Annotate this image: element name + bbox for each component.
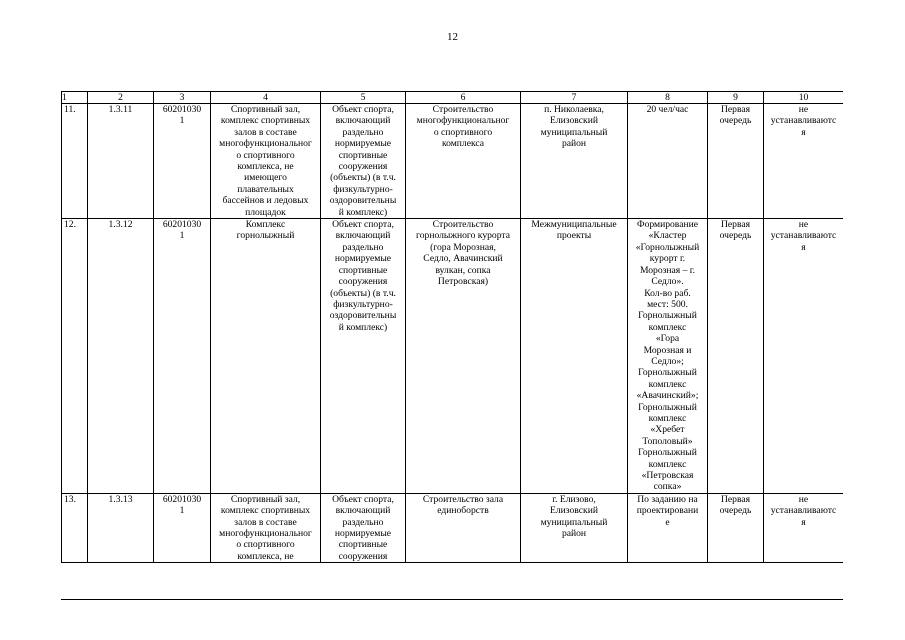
- cell-text-line: «Гора: [655, 333, 680, 345]
- cell-text-line: не: [798, 493, 809, 505]
- cell-text-line: сопка»: [653, 481, 682, 493]
- zones-cell: [764, 493, 844, 562]
- cell-text-line: Первая: [720, 104, 751, 115]
- cell-text-line: Строительство: [432, 104, 494, 115]
- cell-text-line: комплекс: [648, 412, 687, 424]
- cell-text-line: многофункциональног: [219, 528, 312, 540]
- cell-text-line: Формирование: [636, 219, 698, 231]
- cell-text-line: многофункциональног: [416, 115, 510, 127]
- cell-text-line: горнолыжного курорта: [416, 230, 510, 242]
- cell-text-line: Петровская): [437, 276, 489, 288]
- page-number: 12: [447, 31, 458, 43]
- cell-text-line: физкультурно-: [333, 183, 393, 195]
- cell-text-line: оздоровительны: [329, 310, 397, 322]
- zones-cell: [764, 104, 844, 219]
- cell-text-line: очередь: [719, 230, 752, 242]
- table-row: [62, 493, 844, 562]
- cell-text-line: Кол-во раб.: [644, 287, 691, 299]
- cell-text-line: о спортивного: [236, 149, 295, 161]
- cell-text-line: комплекса, не: [237, 550, 294, 562]
- column-number: 5: [321, 92, 406, 104]
- column-number: 4: [211, 92, 321, 104]
- purpose-cell: [406, 219, 521, 494]
- cell-text-line: Первая: [720, 219, 751, 231]
- cell-text-line: Межмуниципальные: [531, 219, 617, 231]
- planning-table: [61, 91, 843, 563]
- priority-cell: [708, 219, 764, 494]
- column-number: 7: [521, 92, 628, 104]
- table-row: [62, 219, 844, 494]
- object-id-cell: [154, 104, 211, 219]
- cell-text-line: «Хребет: [650, 424, 685, 436]
- cell-text-line: проекты: [556, 230, 592, 242]
- cell-text-line: нормируемые: [334, 253, 392, 265]
- cell-text-line: сооружения: [338, 550, 388, 562]
- cell-text-line: раздельно: [342, 126, 384, 138]
- cell-text-line: проектировани: [636, 505, 699, 517]
- row-number-cell: 11.: [62, 104, 88, 219]
- column-number: 2: [88, 92, 154, 104]
- cell-text-line: «Горнолыжный: [635, 241, 700, 253]
- planning-table-container: [61, 91, 843, 600]
- cell-text-line: залов в составе: [234, 516, 297, 528]
- cell-text-line: Горнолыжный: [638, 447, 697, 459]
- cell-text-line: Строительство зала: [422, 493, 504, 505]
- cell-text-line: й комплекс): [338, 321, 388, 333]
- table-row: [62, 104, 844, 219]
- cell-text-line: (гора Морозная,: [430, 241, 496, 253]
- cell-text-line: включающий: [335, 115, 391, 127]
- cell-text-line: 60201030: [162, 219, 202, 231]
- column-number: 9: [708, 92, 764, 104]
- location-cell: [521, 219, 628, 494]
- cell-text-line: плавательных: [237, 183, 294, 195]
- cell-text-line: 60201030: [162, 493, 202, 505]
- cell-text-line: раздельно: [342, 516, 384, 528]
- cell-text-line: 1: [179, 505, 185, 517]
- column-number: 1: [62, 92, 88, 104]
- cell-text-line: устанавливаютс: [770, 230, 837, 242]
- cell-text-line: нормируемые: [334, 528, 392, 540]
- cell-text-line: Строительство: [432, 219, 494, 231]
- table-body: [62, 92, 844, 563]
- priority-cell: [708, 493, 764, 562]
- cell-text-line: район: [561, 138, 587, 150]
- cell-text-line: 1: [179, 230, 185, 242]
- cell-text-line: комплекс спортивных: [220, 115, 311, 127]
- cell-text-line: Седло»;: [651, 355, 684, 367]
- cell-text-line: физкультурно-: [333, 298, 393, 310]
- cell-text-line: оздоровительны: [329, 195, 397, 207]
- cell-text-line: Горнолыжный: [638, 401, 697, 413]
- cell-text-line: комплекс: [648, 458, 687, 470]
- cell-text-line: вулкан, сопка: [435, 264, 491, 276]
- cell-text-line: бассейнов и ледовых: [222, 195, 309, 207]
- cell-text-line: район: [561, 528, 587, 540]
- cell-text-line: комплекса, не: [237, 161, 294, 173]
- object-name-cell: [211, 219, 321, 494]
- purpose-cell: [406, 104, 521, 219]
- cell-text-line: г. Елизово,: [552, 493, 596, 505]
- object-type-cell: [321, 104, 406, 219]
- cell-text-line: о спортивного: [236, 539, 295, 551]
- cell-text-line: Спортивный зал,: [230, 493, 301, 505]
- cell-text-line: очередь: [719, 115, 752, 127]
- cell-text-line: Елизовский: [550, 505, 598, 517]
- cell-text-line: курорт г.: [649, 253, 686, 265]
- zones-cell: [764, 219, 844, 494]
- row-number-cell: 12.: [62, 219, 88, 494]
- cell-text-line: спортивные: [338, 539, 388, 551]
- cell-text-line: Седло».: [651, 276, 684, 288]
- cell-text-line: сооружения: [338, 161, 388, 173]
- cell-text-line: устанавливаютс: [770, 505, 837, 517]
- cell-text-line: залов в составе: [234, 126, 297, 138]
- cell-text-line: «Кластер: [648, 230, 687, 242]
- cell-text-line: горнолыжный: [236, 230, 295, 242]
- cell-text-line: Первая: [720, 493, 751, 505]
- cell-text-line: п. Николаевка,: [544, 104, 604, 115]
- cell-text-line: имеющего: [244, 172, 287, 184]
- cell-text-line: й комплекс): [338, 206, 388, 218]
- cell-text-line: комплекс: [648, 321, 687, 333]
- object-id-cell: [154, 493, 211, 562]
- cell-text-line: 1: [179, 115, 185, 127]
- cell-text-line: «Петровская: [641, 470, 694, 481]
- column-number: 3: [154, 92, 211, 104]
- column-number-row: [62, 92, 844, 104]
- object-type-cell: [321, 493, 406, 562]
- cell-text-line: спортивные: [338, 264, 388, 276]
- capacity-cell: [628, 219, 708, 494]
- capacity-cell: [628, 493, 708, 562]
- cell-text-line: (объекты) (в т.ч.: [330, 172, 396, 184]
- cell-text-line: Горнолыжный: [638, 310, 697, 322]
- cell-text-line: комплекс: [648, 378, 687, 390]
- column-number: 6: [406, 92, 521, 104]
- cell-text-line: Тополовый»: [642, 435, 693, 447]
- cell-text-line: «Авачинский»;: [636, 390, 699, 402]
- cell-text-line: муниципальный: [540, 516, 608, 528]
- object-type-cell: [321, 219, 406, 494]
- object-name-cell: [211, 493, 321, 562]
- cell-text-line: очередь: [719, 505, 752, 517]
- cell-text-line: Морозная и: [643, 344, 692, 356]
- cell-text-line: сооружения: [338, 276, 388, 288]
- item-code-cell: 1.3.12: [88, 219, 154, 494]
- cell-text-line: я: [801, 241, 806, 253]
- cell-text-line: я: [801, 516, 806, 528]
- item-code-cell: 1.3.13: [88, 493, 154, 562]
- object-id-cell: [154, 219, 211, 494]
- column-number: 10: [764, 92, 844, 104]
- cell-text-line: Комплекс: [245, 219, 286, 231]
- cell-text-line: нормируемые: [334, 138, 392, 150]
- cell-text-line: многофункциональног: [219, 138, 312, 150]
- priority-cell: [708, 104, 764, 219]
- cell-text-line: Объект спорта,: [332, 493, 394, 505]
- object-name-cell: [211, 104, 321, 219]
- capacity-cell: [628, 104, 708, 219]
- row-number-cell: 13.: [62, 493, 88, 562]
- cell-text-line: Объект спорта,: [332, 104, 394, 115]
- cell-text-line: площадок: [245, 206, 286, 218]
- cell-text-line: единоборств: [437, 505, 489, 517]
- cell-text-line: включающий: [335, 230, 391, 242]
- cell-text-line: Елизовский: [550, 115, 598, 127]
- cell-text-line: устанавливаютс: [770, 115, 837, 127]
- cell-text-line: комплекса: [441, 138, 485, 150]
- cell-text-line: включающий: [335, 505, 391, 517]
- location-cell: [521, 104, 628, 219]
- column-number: 8: [628, 92, 708, 104]
- cell-text-line: (объекты) (в т.ч.: [330, 287, 396, 299]
- item-code-cell: 1.3.11: [88, 104, 154, 219]
- cell-text-line: Горнолыжный: [638, 367, 697, 379]
- cell-text-line: мест: 500.: [647, 298, 688, 310]
- cell-text-line: спортивные: [338, 149, 388, 161]
- cell-text-line: 20 чел/час: [646, 104, 689, 115]
- cell-text-line: Морозная – г.: [639, 264, 696, 276]
- cell-text-line: комплекс спортивных: [220, 505, 311, 517]
- cell-text-line: е: [665, 516, 670, 528]
- location-cell: [521, 493, 628, 562]
- cell-text-line: По заданию на: [637, 493, 698, 505]
- cell-text-line: о спортивного: [433, 126, 493, 138]
- cell-text-line: 60201030: [162, 104, 202, 115]
- cell-text-line: не: [798, 219, 809, 231]
- cell-text-line: я: [801, 126, 806, 138]
- cell-text-line: муниципальный: [540, 126, 608, 138]
- cell-text-line: не: [798, 104, 809, 115]
- cell-text-line: Объект спорта,: [332, 219, 394, 231]
- purpose-cell: [406, 493, 521, 562]
- cell-text-line: Седло, Авачинский: [423, 253, 503, 265]
- cell-text-line: Спортивный зал,: [230, 104, 301, 115]
- cell-text-line: раздельно: [342, 241, 384, 253]
